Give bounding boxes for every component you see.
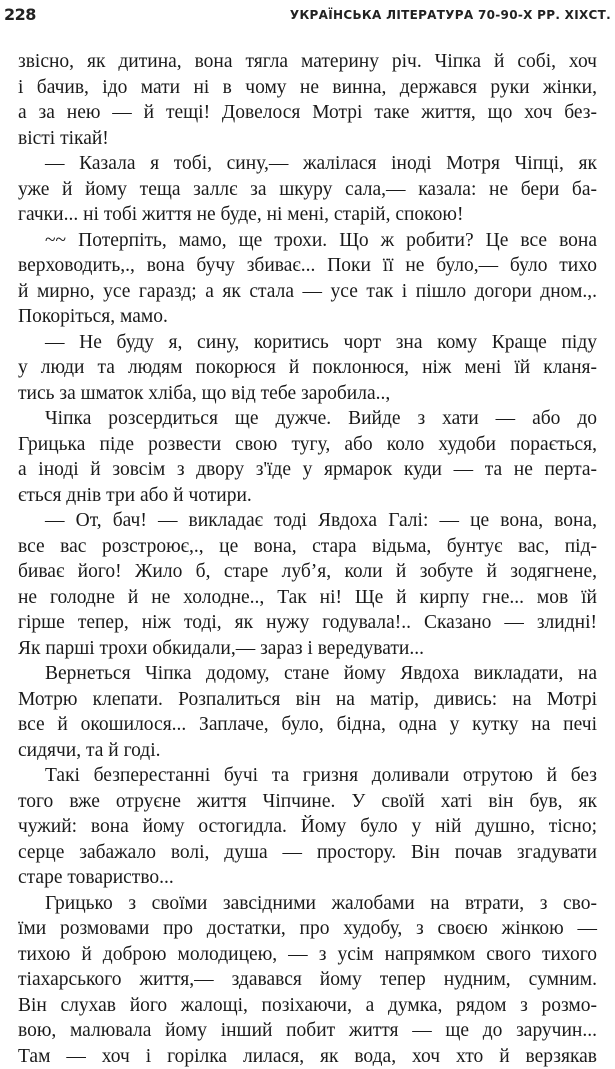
text-line: ~~ Потерпіть, мамо, ще трохи. Що ж робити? Це все вона	[18, 228, 597, 254]
text-line: тихою й доброю молодицею, — з усім напрямком свого тихого	[18, 942, 597, 968]
page-number: 228	[4, 5, 36, 24]
text-line: биває його! Жило б, старе луб’я, коли й зобуте й зодягнене,	[18, 559, 597, 585]
text-line: Грицька піде розвести свою тугу, або коло худоби порається,	[18, 432, 597, 458]
text-line: все й окошилося... Заплаче, було, бідна, одна у кутку на печі	[18, 712, 597, 738]
text-line: тись за шматок хліба, що від тебе заробила..,	[18, 381, 597, 407]
text-line: не голодне й не холодне.., Так ні! Ще й кирпу гне... мов їй	[18, 585, 597, 611]
text-line: Мотрю клепати. Розпалиться він на матір, дивись: на Мотрі	[18, 687, 597, 713]
text-line: їми розмовами про достатки, про худобу, з своєю жінкою —	[18, 916, 597, 942]
page-body-text	[18, 49, 597, 1069]
text-line: тіахарського життя,— здавався йому тепер нудним, сумним.	[18, 967, 597, 993]
text-line: у люди та людям покорюся й поклонюся, ніж мені їй кланя-	[18, 355, 597, 381]
text-line: уже й йому теща заллє за шкуру сала,— казала: не бери ба-	[18, 177, 597, 203]
text-line: Такі безперестанні бучі та гризня доливали отрутою й без	[18, 763, 597, 789]
text-line: Вернеться Чіпка додому, стане йому Явдоха викладати, на	[18, 661, 597, 687]
text-line: все вас розстроює,., це вона, стара відьма, бунтує вас, під-	[18, 534, 597, 560]
running-title: УКРАЇНСЬКА ЛІТЕРАТУРА 70-90-Х РР. ХІХСТ.	[290, 8, 611, 22]
text-line: а за нею — й тещі! Довелося Мотрі таке життя, що хоч без-	[18, 100, 597, 126]
text-line: того вже отруєне життя Чіпчине. У своїй хаті він був, як	[18, 789, 597, 815]
text-line: старе товариство...	[18, 865, 597, 891]
text-line: Як парші трохи обкидали,— зараз і вередувати...	[18, 636, 597, 662]
text-line: гірше тепер, ніж тоді, як нужу годувала!.. Сказано — злидні!	[18, 610, 597, 636]
page-header	[0, 5, 615, 29]
text-line: Покоріться, мамо.	[18, 304, 597, 330]
text-line: — Не буду я, сину, коритись чорт зна кому Краще піду	[18, 330, 597, 356]
text-line: й мирно, усе гаразд; а як стала — усе так і пішло догори дном.,.	[18, 279, 597, 305]
text-line: чужий: вона йому остогидла. Йому було у ній душно, тісно;	[18, 814, 597, 840]
text-line: гачки... ні тобі життя не буде, ні мені, старій, спокою!	[18, 202, 597, 228]
text-line: Грицько з своїми завсідними жалобами на втрати, з сво-	[18, 891, 597, 917]
text-line: Чіпка розсердиться ще дужче. Вийде з хати — або до	[18, 406, 597, 432]
text-line: серце забажало волі, душа — простору. Він почав згадувати	[18, 840, 597, 866]
text-line: — От, бач! — викладає тоді Явдоха Галі: — це вона, вона,	[18, 508, 597, 534]
text-line: верховодить,., вона бучу збиває... Поки її не було,— було тихо	[18, 253, 597, 279]
text-line: ється днів три або й чотири.	[18, 483, 597, 509]
text-line: вісті тікай!	[18, 126, 597, 152]
text-line: а іноді й зовсім з двору з'їде у ярмарок куди — та не перта-	[18, 457, 597, 483]
text-line: сидячи, та й годі.	[18, 738, 597, 764]
text-line: звісно, як дитина, вона тягла материну річ. Чіпка й собі, хоч	[18, 49, 597, 75]
text-line: і бачив, ідо мати ні в чому не винна, держався руки жінки,	[18, 75, 597, 101]
text-line: Там — хоч і горілка лилася, як вода, хоч хто й верзякав	[18, 1044, 597, 1069]
text-line: — Казала я тобі, сину,— жалілася іноді Мотря Чіпці, як	[18, 151, 597, 177]
text-line: Він слухав його жалощі, позіхаючи, а думка, рядом з розмо-	[18, 993, 597, 1019]
text-line: вою, малювала йому інший побит життя — ще до заручин...	[18, 1018, 597, 1044]
